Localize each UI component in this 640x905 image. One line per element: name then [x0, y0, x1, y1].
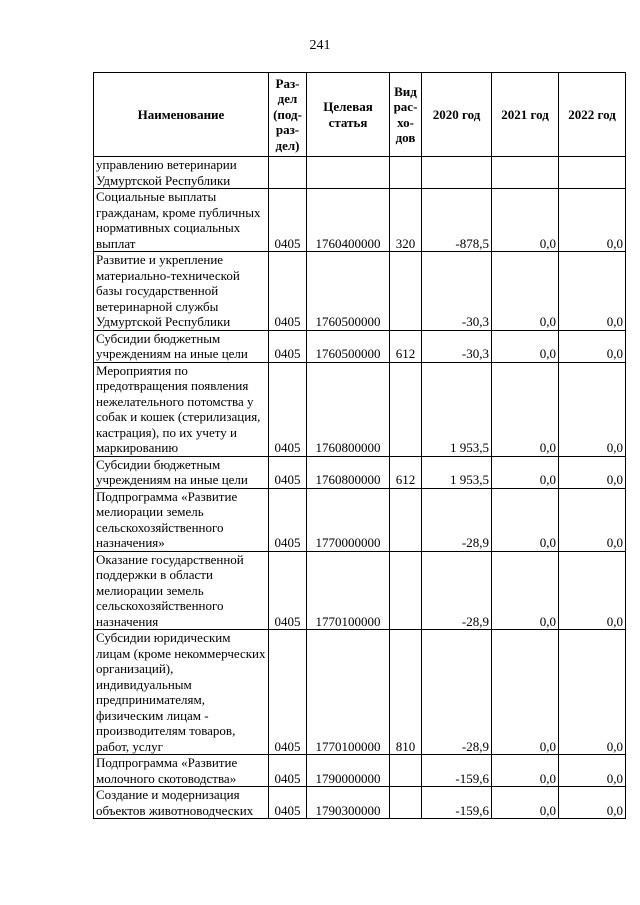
cell-2020: 1 953,5 [422, 362, 492, 456]
cell-2022: 0,0 [559, 189, 626, 252]
table-row [94, 488, 626, 551]
cell-type: 612 [390, 456, 422, 488]
cell-target: 1760500000 [307, 252, 390, 331]
cell-section: 0405 [269, 551, 307, 630]
cell-section: 0405 [269, 488, 307, 551]
cell-target: 1760800000 [307, 362, 390, 456]
cell-target: 1790000000 [307, 755, 390, 787]
cell-name: Субсидии юридическим лицам (кроме некоммерческих организаций), индивидуальным предпринимателям, физическим лицам - производителям товаров, работ, услуг [94, 630, 269, 755]
cell-2022: 0,0 [559, 488, 626, 551]
cell-type [390, 362, 422, 456]
cell-2020 [422, 157, 492, 189]
table-row [94, 787, 626, 819]
cell-2022: 0,0 [559, 456, 626, 488]
cell-2021 [492, 157, 559, 189]
cell-name: Субсидии бюджетным учреждениям на иные цели [94, 330, 269, 362]
cell-section: 0405 [269, 330, 307, 362]
cell-2021: 0,0 [492, 189, 559, 252]
cell-2020: -28,9 [422, 488, 492, 551]
cell-2021: 0,0 [492, 787, 559, 819]
cell-2020: 1 953,5 [422, 456, 492, 488]
cell-target: 1770100000 [307, 630, 390, 755]
page-number: 241 [309, 38, 331, 53]
table-row [94, 362, 626, 456]
cell-2020: -878,5 [422, 189, 492, 252]
cell-type [390, 488, 422, 551]
cell-section [269, 157, 307, 189]
header-2022: 2022 год [559, 73, 626, 157]
cell-section: 0405 [269, 189, 307, 252]
cell-2021: 0,0 [492, 488, 559, 551]
header-2021: 2021 год [492, 73, 559, 157]
cell-section: 0405 [269, 630, 307, 755]
cell-section: 0405 [269, 456, 307, 488]
cell-name: Оказание государственной поддержки в области мелиорации земель сельскохозяйственного назначения [94, 551, 269, 630]
header-name: Наименование [94, 73, 269, 157]
cell-target: 1790300000 [307, 787, 390, 819]
cell-2021: 0,0 [492, 630, 559, 755]
header-2020: 2020 год [422, 73, 492, 157]
cell-2021: 0,0 [492, 252, 559, 331]
cell-2021: 0,0 [492, 551, 559, 630]
cell-2020: -159,6 [422, 755, 492, 787]
header-type: Вид рас- хо- дов [390, 73, 422, 157]
cell-name: Подпрограмма «Развитие молочного скотоводства» [94, 755, 269, 787]
cell-type [390, 787, 422, 819]
cell-2022: 0,0 [559, 252, 626, 331]
cell-2021: 0,0 [492, 456, 559, 488]
cell-name: Мероприятия по предотвращения появления нежелательного потомства у собак и кошек (стерилизация, кастрация), по их учету и маркированию [94, 362, 269, 456]
cell-type: 612 [390, 330, 422, 362]
cell-target: 1760400000 [307, 189, 390, 252]
table-row [94, 551, 626, 630]
cell-2022: 0,0 [559, 362, 626, 456]
cell-name: Создание и модернизация объектов животноводческих [94, 787, 269, 819]
cell-target: 1770000000 [307, 488, 390, 551]
cell-2021: 0,0 [492, 330, 559, 362]
cell-section: 0405 [269, 755, 307, 787]
cell-2022 [559, 157, 626, 189]
budget-table [93, 72, 626, 819]
cell-target: 1760500000 [307, 330, 390, 362]
cell-2021: 0,0 [492, 362, 559, 456]
table-row [94, 157, 626, 189]
table-row [94, 755, 626, 787]
cell-type: 320 [390, 189, 422, 252]
cell-2022: 0,0 [559, 551, 626, 630]
cell-section: 0405 [269, 362, 307, 456]
cell-name: Подпрограмма «Развитие мелиорации земель сельскохозяйственного назначения» [94, 488, 269, 551]
cell-type [390, 551, 422, 630]
cell-name: Субсидии бюджетным учреждениям на иные цели [94, 456, 269, 488]
cell-target: 1770100000 [307, 551, 390, 630]
cell-name: управлению ветеринарии Удмуртской Республики [94, 157, 269, 189]
cell-2020: -30,3 [422, 330, 492, 362]
cell-2022: 0,0 [559, 787, 626, 819]
cell-name: Развитие и укрепление материально-технической базы государственной ветеринарной службы Удмуртской Республики [94, 252, 269, 331]
cell-2022: 0,0 [559, 630, 626, 755]
table-row [94, 630, 626, 755]
header-row [94, 73, 626, 157]
table-row [94, 456, 626, 488]
cell-type [390, 252, 422, 331]
cell-type [390, 755, 422, 787]
cell-2021: 0,0 [492, 755, 559, 787]
cell-2020: -28,9 [422, 630, 492, 755]
table-row [94, 189, 626, 252]
cell-2020: -28,9 [422, 551, 492, 630]
table-row [94, 252, 626, 331]
cell-2020: -30,3 [422, 252, 492, 331]
header-target: Целевая статья [307, 73, 390, 157]
cell-2020: -159,6 [422, 787, 492, 819]
cell-2022: 0,0 [559, 755, 626, 787]
cell-type: 810 [390, 630, 422, 755]
cell-2022: 0,0 [559, 330, 626, 362]
cell-section: 0405 [269, 787, 307, 819]
table-row [94, 330, 626, 362]
header-section: Раз- дел (под- раз- дел) [269, 73, 307, 157]
cell-name: Социальные выплаты гражданам, кроме публичных нормативных социальных выплат [94, 189, 269, 252]
cell-type [390, 157, 422, 189]
cell-target [307, 157, 390, 189]
cell-target: 1760800000 [307, 456, 390, 488]
cell-section: 0405 [269, 252, 307, 331]
